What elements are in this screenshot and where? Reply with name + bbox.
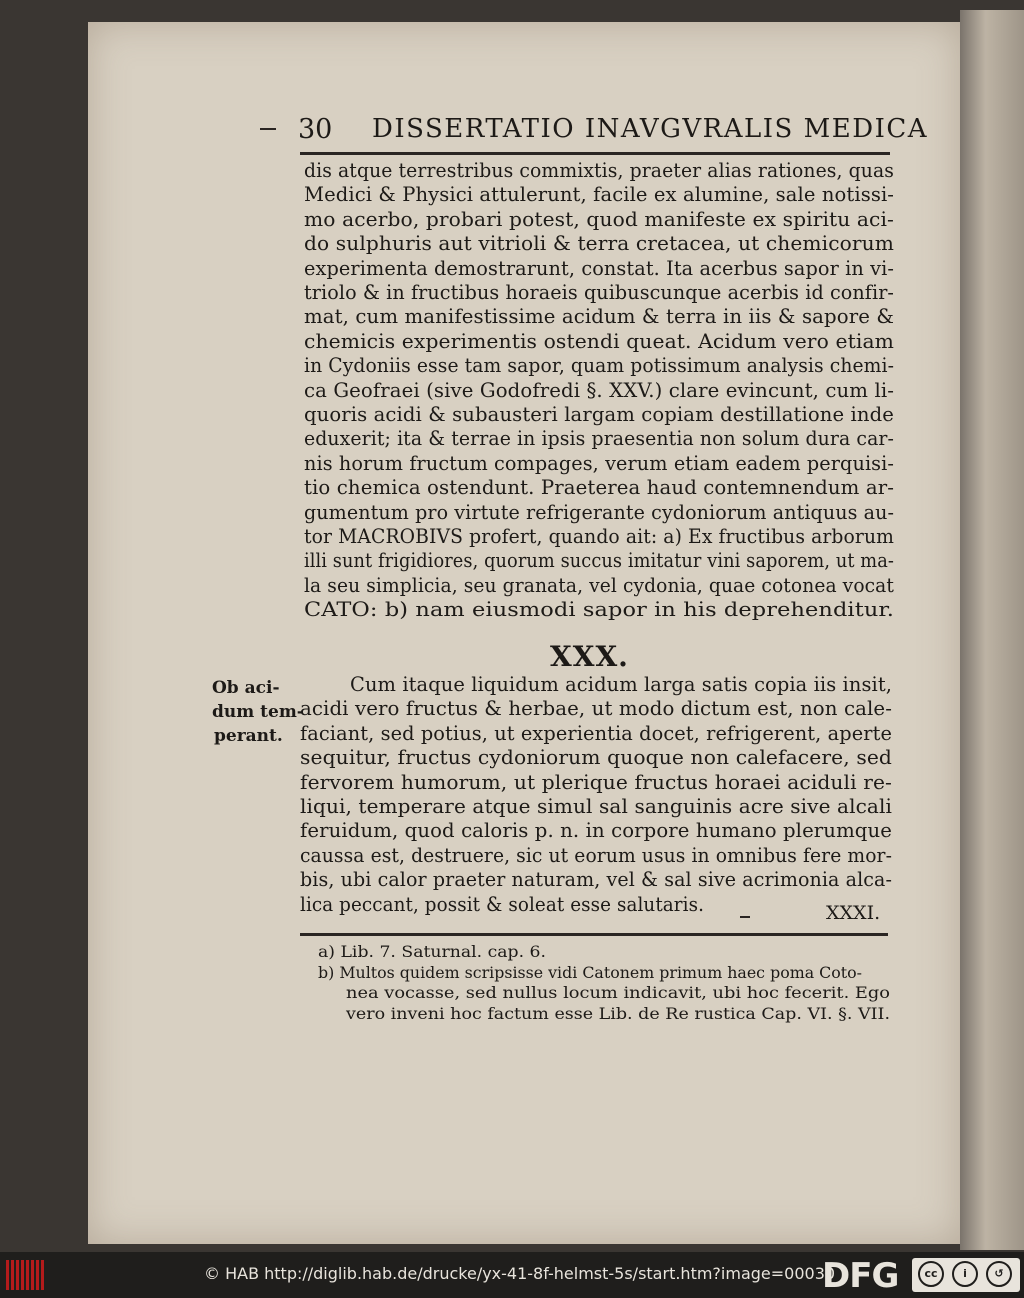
body-line: triolo & in fructibus horaeis quibuscunque acerbis id confir- (304, 280, 894, 304)
catchword: XXXI. (826, 902, 881, 924)
catchword-dash (740, 916, 750, 918)
running-title: DISSERTATIO INAVGVRALIS MEDICA (372, 114, 929, 144)
by-icon: i (952, 1261, 978, 1287)
body-line: eduxerit; ita & terrae in ipsis praesentia non solum dura car- (304, 426, 894, 451)
body-line: experimenta demostrarunt, constat. Ita acerbus sapor in vi- (304, 255, 894, 280)
sa-icon: ↺ (986, 1261, 1012, 1287)
page-number: 30 (298, 114, 333, 145)
section-line: lica peccant, possit & soleat esse salutaris. (300, 891, 704, 916)
body-line: la seu simplicia, seu granata, vel cydonia, quae cotonea vocat (304, 572, 894, 597)
body-line: CATO: b) nam eiusmodi sapor in his deprehenditur. (304, 597, 894, 622)
barcode-icon (6, 1260, 46, 1290)
section-line: bis, ubi calor praeter naturam, vel & sal sive acrimonia alca- (300, 867, 892, 892)
facing-page-edge (960, 10, 1024, 1250)
section-line: feruidum, quod caloris p. n. in corpore humano plerumque (300, 818, 892, 843)
body-line: gumentum pro virtute refrigerante cydoniorum antiquus au- (304, 499, 894, 524)
footnote-line: b) Multos quidem scripsisse vidi Catonem primum haec poma Coto- (318, 962, 862, 982)
footnote-rule (300, 933, 888, 936)
margin-note-line: perant. (214, 726, 283, 746)
margin-note-line: dum tem- (212, 702, 304, 722)
body-line: ca Geofraei (sive Godofredi §. XXV.) clare evincunt, cum li- (304, 377, 894, 402)
body-line: tio chemica ostendunt. Praeterea haud contemnendum ar- (304, 475, 894, 500)
body-line: chemicis experimentis ostendi queat. Acidum vero etiam (304, 328, 894, 353)
viewer-footer (0, 1252, 1024, 1298)
section-line: fervorem humorum, ut plerique fructus horaei aciduli re- (300, 769, 892, 794)
footnote-line: vero inveni hoc factum esse Lib. de Re rustica Cap. VI. §. VII. (346, 1003, 890, 1023)
footnote-line: a) Lib. 7. Saturnal. cap. 6. (318, 942, 546, 961)
section-line: faciant, sed potius, ut experientia docet, refrigerent, aperte (300, 720, 892, 745)
body-line: mat, cum manifestissime acidum & terra in iis & sapore & (304, 304, 894, 329)
section-heading: XXX. (550, 640, 629, 673)
body-line: do sulphuris aut vitrioli & terra cretacea, ut chemicorum (304, 231, 894, 256)
section-line: sequitur, fructus cydoniorum quoque non calefacere, sed (300, 745, 892, 770)
license-badge[interactable] (912, 1258, 1020, 1292)
section-line: caussa est, destruere, sic ut eorum usus in omnibus fere mor- (300, 842, 892, 867)
body-line: mo acerbo, probari potest, quod manifeste ex spiritu aci- (304, 206, 894, 231)
body-line: quoris acidi & subausteri largam copiam destillatione inde (304, 402, 894, 426)
margin-note-line: Ob aci- (212, 678, 280, 698)
body-line: tor MACROBIVS profert, quando ait: a) Ex fructibus arborum (304, 524, 894, 548)
dfg-logo: DFG (822, 1256, 899, 1296)
section-line: Cum itaque liquidum acidum larga satis copia iis insit, (350, 672, 892, 696)
section-line: liqui, temperare atque simul sal sanguinis acre sive alcali (300, 794, 892, 818)
section-line: acidi vero fructus & herbae, ut modo dictum est, non cale- (300, 696, 892, 721)
source-credit-link[interactable]: © HAB http://diglib.hab.de/drucke/yx-41-8f-helmst-5s/start.htm?image=00030 (204, 1264, 836, 1283)
footnote-line: nea vocasse, sed nullus locum indicavit, ubi hoc fecerit. Ego (346, 983, 890, 1002)
header-dash (260, 128, 276, 130)
body-line: dis atque terrestribus commixtis, praeter alias rationes, quas (304, 158, 894, 182)
body-line: Medici & Physici attulerunt, facile ex alumine, sale notissi- (304, 182, 894, 207)
cc-icon: cc (918, 1261, 944, 1287)
page-header (210, 108, 929, 152)
body-line: nis horum fructum compages, verum etiam eadem perquisi- (304, 450, 894, 475)
body-line: in Cydoniis esse tam sapor, quam potissimum analysis chemi- (304, 353, 894, 378)
body-line: illi sunt frigidiores, quorum succus imitatur vini saporem, ut ma- (304, 548, 894, 573)
header-rule (300, 152, 890, 155)
